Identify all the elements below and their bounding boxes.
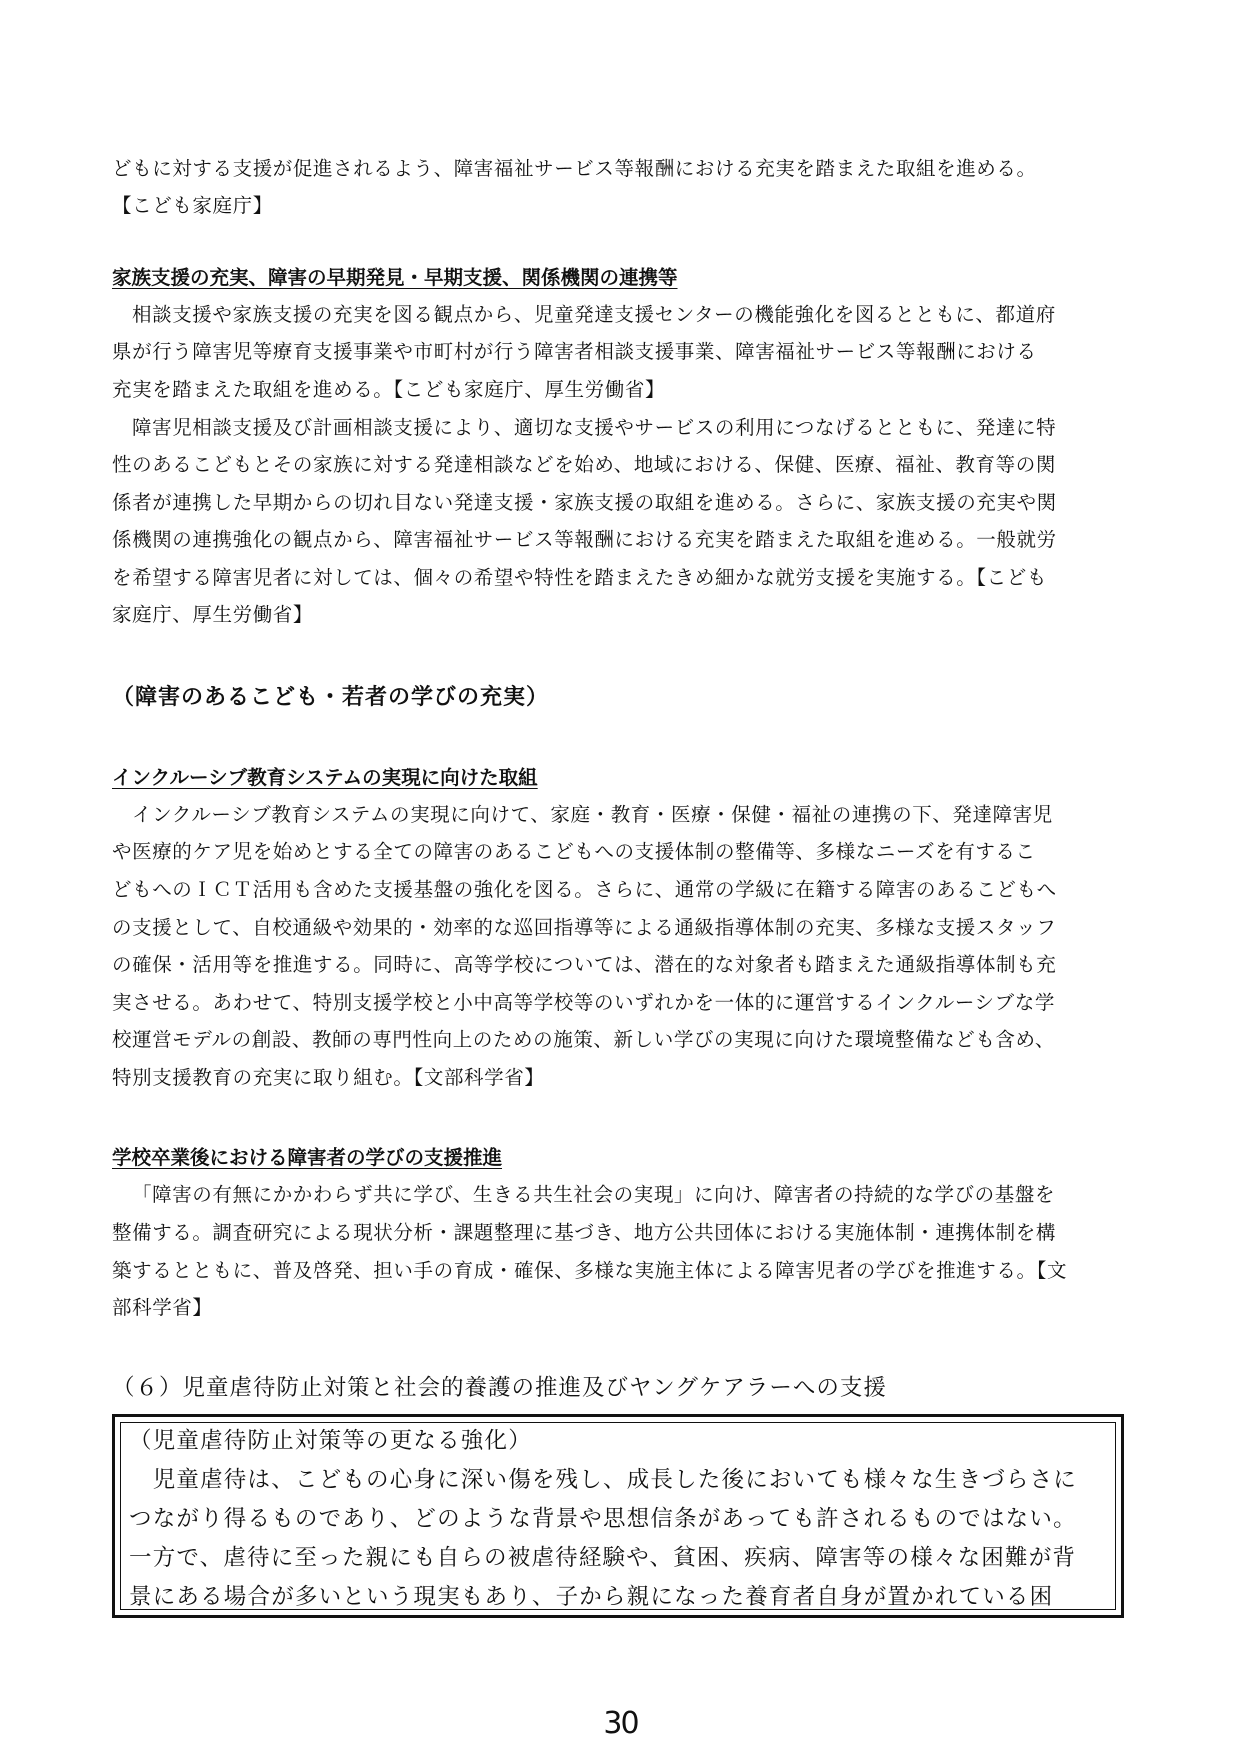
body-text-line: を希望する障害児者に対しては、個々の希望や特性を踏まえたきめ細かな就労支援を実施する。【こども [112, 566, 1047, 589]
subsection-heading-inclusive: インクルーシブ教育システムの実現に向けた取組 [112, 766, 538, 789]
box-text-line: 児童虐待は、こどもの心身に深い傷を残し、成長した後においても様々な生きづらさに [129, 1467, 1078, 1493]
boxed-summary-inner-border [120, 1422, 1116, 1610]
subsection-heading-family-support: 家族支援の充実、障害の早期発見・早期支援、関係機関の連携等 [112, 266, 678, 289]
body-text-line: 性のあるこどもとその家族に対する発達相談などを始め、地域における、保健、医療、福祉、教育等の関 [112, 453, 1056, 476]
body-text-line: の支援として、自校通級や効果的・効率的な巡回指導等による通級指導体制の充実、多様な支援スタッフ [112, 916, 1057, 939]
body-text-line: 【こども家庭庁】 [112, 194, 273, 217]
body-text-line: や医療的ケア児を始めとする全ての障害のあるこどもへの支援体制の整備等、多様なニーズを有するこ [112, 840, 1036, 863]
body-text-line: どもに対する支援が促進されるよう、障害福祉サービス等報酬における充実を踏まえた取組を進める。 [112, 157, 1037, 180]
body-text-line: 障害児相談支援及び計画相談支援により、適切な支援やサービスの利用につなげるとともに、発達に特 [132, 416, 1057, 439]
box-text-line: （児童虐待防止対策等の更なる強化） [129, 1428, 532, 1454]
box-text-line: 一方で、虐待に至った親にも自らの被虐待経験や、貧困、疾病、障害等の様々な困難が背 [129, 1545, 1077, 1571]
body-text-line: 家庭庁、厚生労働省】 [112, 603, 314, 626]
body-text-line: 特別支援教育の充実に取り組む。【文部科学省】 [112, 1066, 545, 1089]
body-text-line: 係機関の連携強化の観点から、障害福祉サービス等報酬における充実を踏まえた取組を進める。一般就労 [112, 528, 1057, 551]
subsection-heading-after-school: 学校卒業後における障害者の学びの支援推進 [112, 1146, 503, 1169]
body-text-line: 実させる。あわせて、特別支援学校と小中高等学校等のいずれかを一体的に運営するインクルーシブな学 [112, 991, 1055, 1014]
body-text-line: の確保・活用等を推進する。同時に、高等学校については、潜在的な対象者も踏まえた通級指導体制も充 [112, 953, 1057, 976]
section-title-6: （６）児童虐待防止対策と社会的養護の推進及びヤングケアラーへの支援 [112, 1375, 887, 1401]
body-text-line: 県が行う障害児等療育支援事業や市町村が行う障害者相談支援事業、障害福祉サービス等報酬における [112, 340, 1037, 363]
box-text-line: 景にある場合が多いという現実もあり、子から親になった養育者自身が置かれている困 [129, 1584, 1054, 1610]
body-text-line: 築するとともに、普及啓発、担い手の育成・確保、多様な実施主体による障害児者の学びを推進する。【文 [112, 1259, 1068, 1282]
body-text-line: 「障害の有無にかかわらず共に学び、生きる共生社会の実現」に向け、障害者の持続的な学びの基盤を [132, 1183, 1056, 1206]
body-text-line: 整備する。調査研究による現状分析・課題整理に基づき、地方公共団体における実施体制・連携体制を構 [112, 1221, 1056, 1244]
body-text-line: 相談支援や家族支援の充実を図る観点から、児童発達支援センターの機能強化を図るとともに、都道府 [132, 303, 1056, 326]
page-number: 30 [603, 1706, 638, 1741]
body-text-line: インクルーシブ教育システムの実現に向けて、家庭・教育・医療・保健・福祉の連携の下、発達障害児 [132, 803, 1053, 826]
body-text-line: 校運営モデルの創設、教師の専門性向上のための施策、新しい学びの実現に向けた環境整備なども含め、 [112, 1028, 1055, 1051]
body-text-line: 充実を踏まえた取組を進める。【こども家庭庁、厚生労働省】 [112, 378, 666, 401]
body-text-line: 部科学省】 [112, 1296, 213, 1319]
box-text-line: つながり得るものであり、どのような背景や思想信条があっても許されるものではない。 [129, 1506, 1077, 1532]
boxed-summary [112, 1414, 1124, 1618]
body-text-line: どもへのＩＣＴ活用も含めた支援基盤の強化を図る。さらに、通常の学級に在籍する障害のあるこどもへ [112, 878, 1057, 901]
section-title-learning: （障害のあるこども・若者の学びの充実） [112, 685, 550, 710]
body-text-line: 係者が連携した早期からの切れ目ない発達支援・家族支援の取組を進める。さらに、家族支援の充実や関 [112, 491, 1057, 514]
